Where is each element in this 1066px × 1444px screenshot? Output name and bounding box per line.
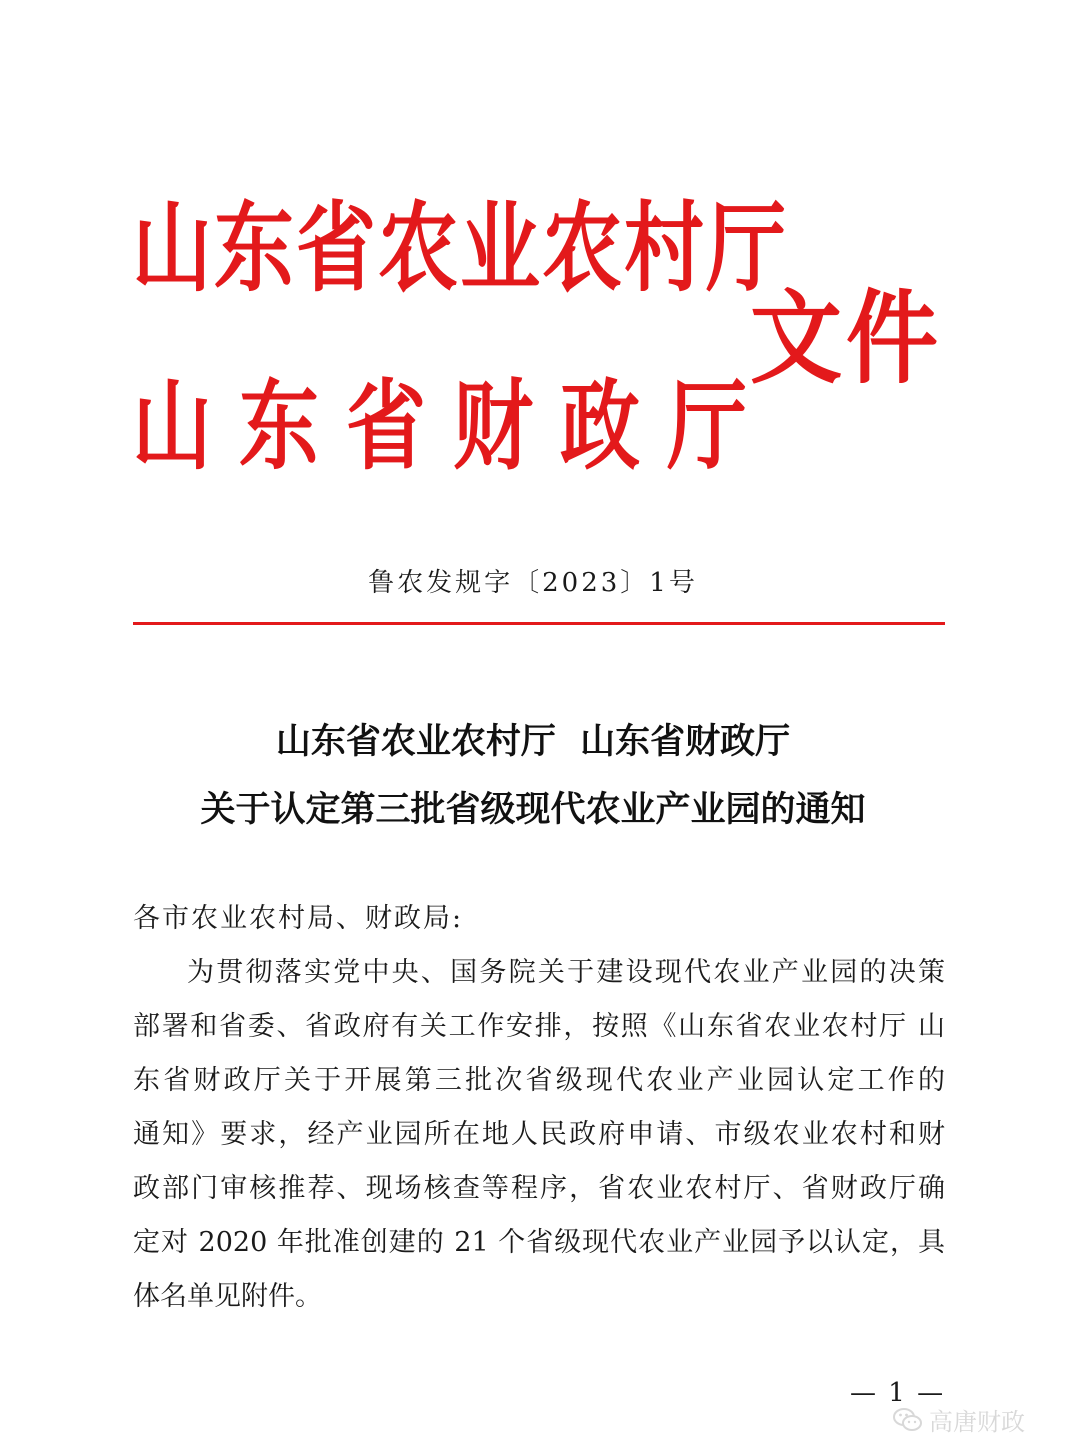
body-line: 东省财政厅关于开展第三批次省级现代农业产业园认定工作的 [133, 1065, 945, 1096]
body-line: 为贯彻落实党中央、国务院关于建设现代农业产业园的决策 [187, 957, 945, 988]
issuer-name-agriculture: 山东省农业农村厅 [132, 191, 788, 306]
notice-title-issuers: 山东省农业农村厅 山东省财政厅 [275, 721, 791, 762]
page-number: — 1 — [850, 1378, 946, 1408]
body-paragraph [133, 946, 945, 1324]
body-line: 体名单见附件。 [133, 1281, 322, 1312]
salutation: 各市农业农村局、财政局: [133, 903, 464, 934]
red-letterhead [132, 170, 952, 484]
issuer-name-finance: 山东省财政厅 [132, 369, 774, 484]
body-line: 部署和省委、省政府有关工作安排，按照《山东省农业农村厅 山 [133, 1011, 945, 1042]
notice-title-subject: 关于认定第三批省级现代农业产业园的通知 [200, 789, 866, 830]
document-label: 文件 [750, 280, 943, 398]
document-number: 鲁农发规字〔2023〕1号 [368, 568, 698, 598]
body-line: 政部门审核推荐、现场核查等程序，省农业农村厅、省财政厅确 [133, 1173, 945, 1204]
red-divider [133, 622, 945, 625]
body-line: 通知》要求，经产业园所在地人民政府申请、市级农业农村和财 [133, 1119, 945, 1150]
body-line: 定对 2020 年批准创建的 21 个省级现代农业产业园予以认定，具 [133, 1227, 945, 1258]
watermark-text: 高唐财政 [929, 1408, 1025, 1436]
account-watermark [893, 1402, 1025, 1437]
wechat-icon [893, 1407, 923, 1433]
